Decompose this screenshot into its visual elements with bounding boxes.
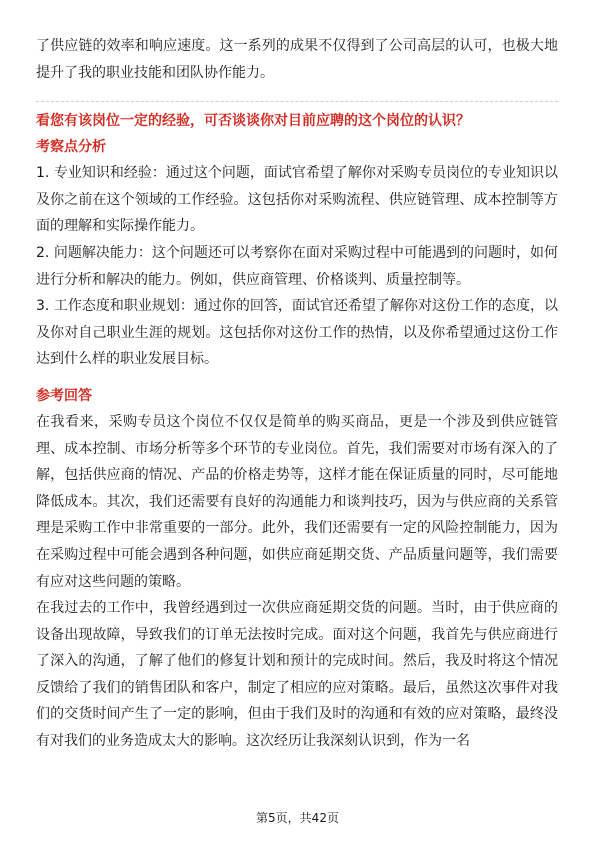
- analysis-point: 2. 问题解决能力：这个问题还可以考察你在面对采购过程中可能遇到的问题时，如何进行分析和解决的能力。例如，供应商管理、价格谈判、质量控制等。: [36, 244, 558, 288]
- analysis-heading: 考察点分析: [36, 139, 106, 156]
- answer-paragraph: 在我看来，采购专员这个岗位不仅仅是简单的购买商品，更是一个涉及到供应链管理、成本控制、市场分析等多个环节的专业岗位。首先，我们需要对市场有深入的了解，包括供应商的情况、产品的价格走势等，这样才能在保证质量的同时，尽可能地降低成本。其次，我们还需要有良好的沟通能力和谈判技巧，因为与供应商的关系管理是采购工作中非常重要的一部分。此外，我们还需要有一定的风险控制能力，因为在采购过程中可能会遇到各种问题，如供应商延期交货、产品质量问题等，我们需要有应对这些问题的策略。: [36, 413, 558, 590]
- page-content: [36, 33, 558, 755]
- analysis-point: 1. 专业知识和经验：通过这个问题，面试官希望了解你对采购专员岗位的专业知识以及你之前在这个领域的工作经验。这包括你对采购流程、供应链管理、成本控制等方面的理解和实际操作能力。: [36, 165, 558, 235]
- section-divider: [36, 101, 558, 102]
- page-number: 第5页，共42页: [256, 811, 339, 825]
- interview-question: 看您有该岗位一定的经验，可否谈谈你对目前应聘的这个岗位的认识？: [36, 113, 470, 130]
- intro-paragraph: 了供应链的效率和响应速度。这一系列的成果不仅得到了公司高层的认可，也极大地提升了我的职业技能和团队协作能力。: [36, 38, 558, 81]
- analysis-point: 3. 工作态度和职业规划：通过你的回答，面试官还希望了解你对这份工作的态度，以及你对自己职业生涯的规划。这包括你对这份工作的热情，以及你希望通过这份工作达到什么样的职业发展目标。: [36, 298, 558, 368]
- answer-heading: 参考回答: [36, 387, 92, 404]
- answer-paragraph: 在我过去的工作中，我曾经遇到过一次供应商延期交货的问题。当时，由于供应商的设备出现故障，导致我们的订单无法按时完成。面对这个问题，我首先与供应商进行了深入的沟通，了解了他们的修复计划和预计的完成时间。然后，我及时将这个情况反馈给了我们的销售团队和客户，制定了相应的应对策略。最后，虽然这次事件对我们的交货时间产生了一定的影响，但由于我们及时的沟通和有效的应对策略，最终没有对我们的业务造成太大的影响。这次经历让我深刻认识到，作为一名: [36, 600, 558, 750]
